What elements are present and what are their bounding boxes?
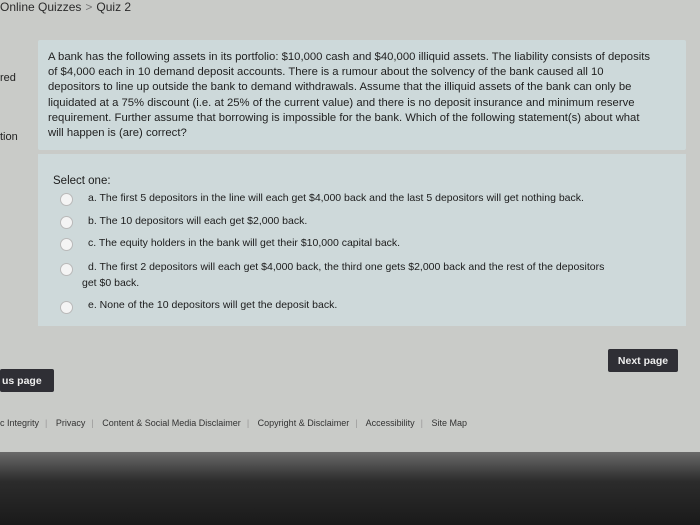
footer-divider: |: [420, 418, 423, 428]
question-line: depositors to line up outside the bank to demand withdrawals. Assume that the illiquid assets of the bank can only be: [48, 81, 632, 94]
option-a-text: a. The first 5 depositors in the line will each get $4,000 back and the last 5 depositors will get nothing back.: [88, 192, 584, 204]
radio-button-d[interactable]: [60, 263, 73, 276]
radio-button-c[interactable]: [60, 238, 73, 251]
footer-link-content-disclaimer[interactable]: Content & Social Media Disclaimer: [102, 418, 241, 428]
option-b-text: b. The 10 depositors will each get $2,000 back.: [88, 215, 308, 227]
footer-divider: |: [246, 418, 250, 428]
option-d-text-continued: get $0 back.: [82, 277, 140, 289]
question-line: will happen is (are) correct?: [48, 127, 187, 140]
breadcrumb-quiz-2[interactable]: Quiz 2: [96, 0, 132, 14]
select-one-label: Select one:: [53, 175, 111, 187]
radio-button-b[interactable]: [60, 216, 73, 229]
previous-page-button[interactable]: us page: [0, 369, 54, 392]
footer-divider: |: [355, 418, 358, 428]
footer-links: [0, 418, 473, 428]
radio-button-e[interactable]: [60, 301, 73, 314]
question-line: requirement. Further assume that borrowing is impossible for the bank. Which of the following statement(s) about what: [48, 111, 640, 124]
footer-link-accessibility[interactable]: Accessibility: [365, 418, 415, 428]
breadcrumb: [0, 0, 131, 14]
chevron-right-icon: >: [85, 0, 93, 14]
question-line: liquidated at a 75% discount (i.e. at 25% of the current value) and there is no deposit insurance and minimum reserve: [48, 96, 635, 109]
footer-link-copyright[interactable]: Copyright & Disclaimer: [257, 418, 350, 428]
next-page-button[interactable]: Next page: [608, 349, 678, 372]
radio-button-a[interactable]: [60, 193, 73, 206]
footer-link-site-map[interactable]: Site Map: [431, 418, 467, 428]
option-c-text: c. The equity holders in the bank will get their $10,000 capital back.: [88, 237, 401, 249]
question-text: [48, 50, 678, 141]
option-e-text: e. None of the 10 depositors will get the deposit back.: [88, 299, 338, 311]
question-line: A bank has the following assets in its portfolio: $10,000 cash and $40,000 illiquid assets. The liability consists of deposits: [48, 51, 651, 63]
footer-divider: |: [45, 418, 48, 428]
footer-divider: |: [91, 418, 94, 428]
monitor-bezel: [0, 452, 700, 525]
footer-link-privacy[interactable]: Privacy: [55, 418, 86, 428]
question-status-text: red: [0, 72, 16, 84]
option-d-text: d. The first 2 depositors will each get $4,000 back, the third one gets $2,000 back and the rest of the depositors: [88, 261, 605, 273]
footer-link-integrity[interactable]: c Integrity: [0, 418, 40, 428]
question-line: of $4,000 each in 10 demand deposit accounts. There is a rumour about the solvency of the bank caused all 10: [48, 66, 604, 79]
flag-question-link[interactable]: tion: [0, 131, 18, 143]
breadcrumb-online-quizzes[interactable]: Online Quizzes: [0, 0, 82, 14]
